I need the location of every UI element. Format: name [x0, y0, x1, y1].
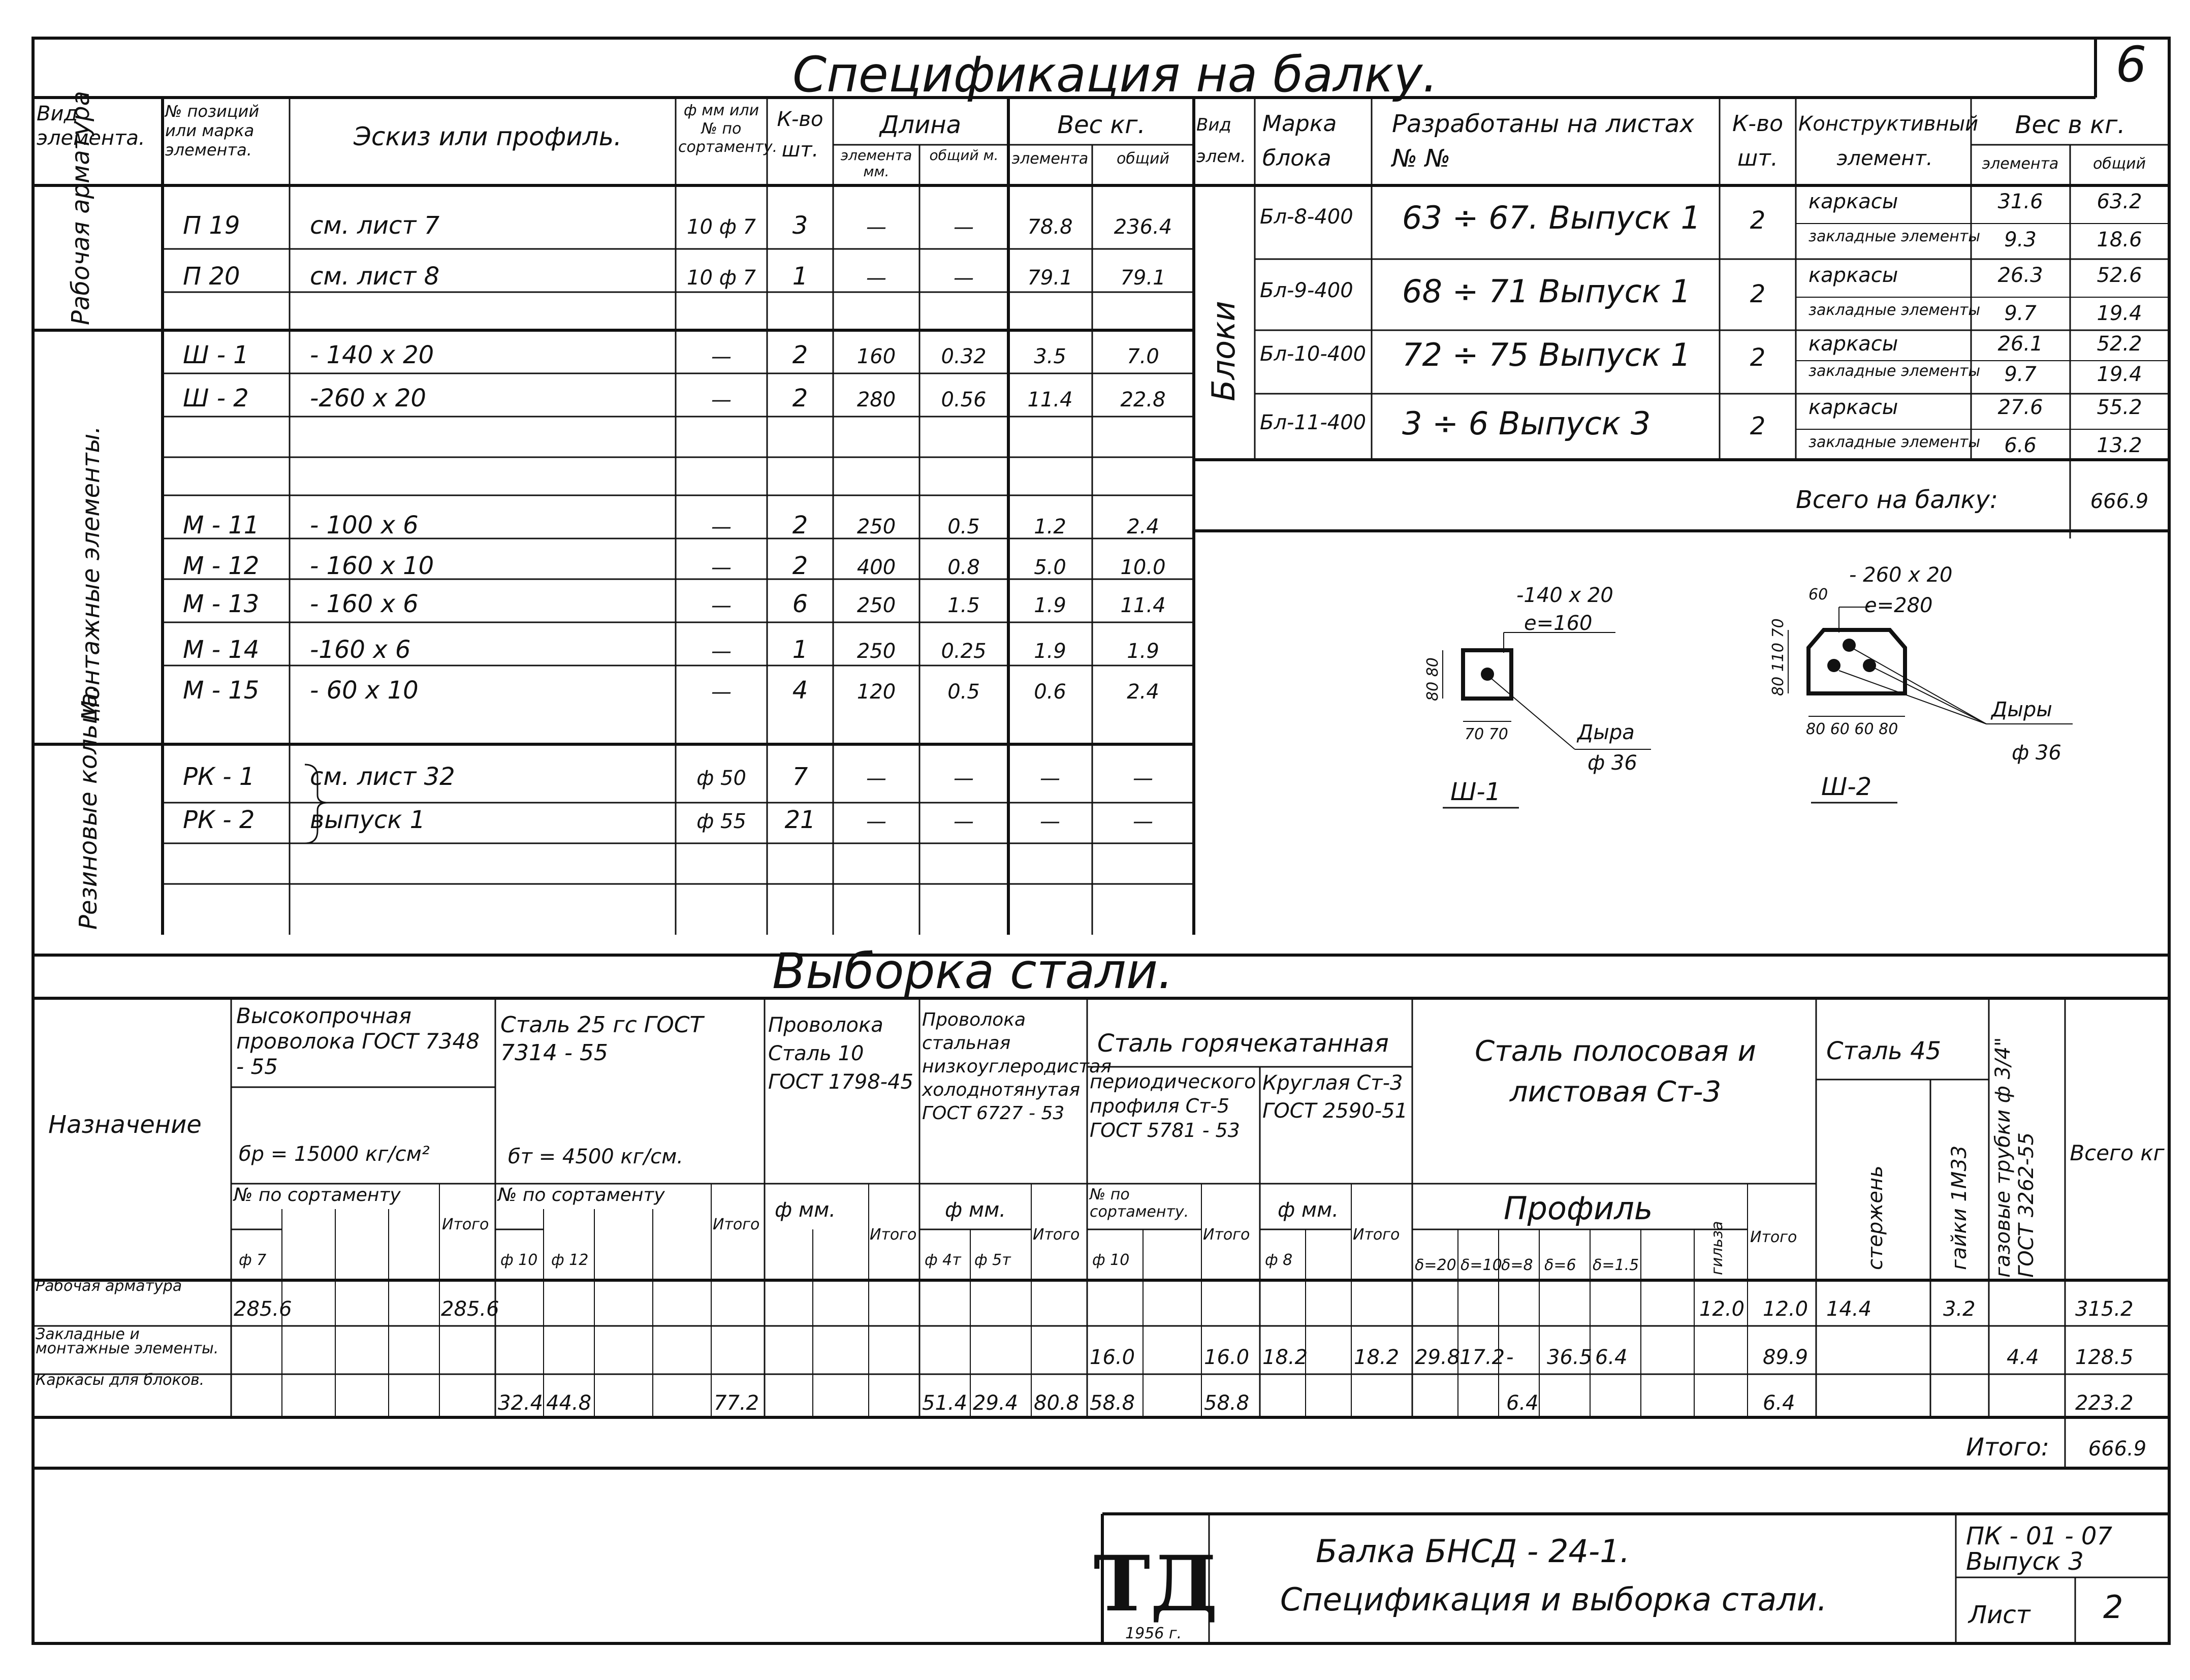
stamp-line1: Балка БНСД - 24-1.: [1316, 1533, 1630, 1570]
sh2-label: Ш-2: [1821, 773, 1872, 801]
spec-row-diam: —: [711, 556, 732, 579]
blocks-header-qty: К-во шт.: [1732, 111, 1783, 171]
steel-row-d8: -: [1506, 1346, 1514, 1369]
hot-round-d8: ф 8: [1265, 1251, 1293, 1269]
spec-row-diam: 10 ф 7: [687, 266, 756, 290]
spec-row-len-el: 280: [856, 388, 896, 411]
spec-row-qty: 1: [792, 262, 808, 291]
spec-row-pos: П 20: [183, 262, 240, 291]
steel-row-d10: 17.2: [1459, 1346, 1505, 1369]
spec-row-w-total: —: [1133, 767, 1153, 790]
block-row-sheets: 72 ÷ 75 Выпуск 1: [1402, 336, 1691, 373]
block-row-qty: 2: [1750, 206, 1766, 235]
steel-row-per10: 58.8: [1090, 1391, 1135, 1415]
spec-row-len-total: 0.5: [947, 515, 980, 538]
spec-row-qty: 7: [792, 763, 808, 791]
spec-row-w-total: —: [1133, 810, 1153, 833]
spec-header-vid: Вид элемента.: [37, 102, 145, 150]
spec-row-w-el: 1.2: [1034, 515, 1066, 538]
spec-row-diam: 10 ф 7: [687, 215, 756, 239]
spec-row-sketch: см. лист 7: [310, 211, 440, 240]
spec-row-sketch: выпуск 1: [310, 806, 426, 834]
spec-row-pos: Ш - 1: [183, 341, 249, 369]
blocks-header-w-total: общий: [2092, 155, 2146, 173]
spec-row-len-total: —: [954, 767, 974, 790]
spec-row-qty: 6: [792, 590, 808, 618]
strip-profile-header: Профиль: [1504, 1190, 1653, 1227]
strip-col-d10: δ=10: [1461, 1256, 1502, 1274]
strip-itogo: Итого: [1750, 1228, 1797, 1246]
steel-row-w5: 29.4: [973, 1391, 1019, 1415]
spec-row-pos: П 19: [183, 211, 240, 240]
blocks-header-weight: Вес в кг.: [2015, 111, 2125, 139]
spec-row-diam: —: [711, 594, 732, 617]
steel-purpose-header: Назначение: [48, 1111, 202, 1139]
steel-row-name: Закладные и монтажные элементы.: [36, 1325, 219, 1357]
spec-header-w-el: элемента: [1011, 150, 1089, 168]
spec-row-w-el: —: [1040, 810, 1060, 833]
s45-nut: гайки 1М33: [1948, 1145, 1971, 1270]
steel-row-d20: 29.8: [1415, 1346, 1461, 1369]
sh2-chamfer: 60: [1808, 586, 1828, 604]
strip-col-sleeve: гильза: [1708, 1221, 1726, 1275]
spec-row-w-el: 5.0: [1034, 556, 1066, 579]
spec-header-weight: Вес кг.: [1057, 111, 1146, 139]
spec-row-len-el: 250: [856, 515, 896, 538]
spec-row-sketch: - 100 х 6: [310, 511, 419, 540]
steel-row-per_tot: 58.8: [1204, 1391, 1250, 1415]
s25-d10: ф 10: [500, 1251, 538, 1269]
steel-headers: [48, 1003, 2167, 1278]
spec-header-len-total: общий м.: [929, 147, 999, 164]
spec-row-w-total: 11.4: [1120, 594, 1166, 617]
spec-row-w-el: 1.9: [1034, 594, 1066, 617]
spec-row-qty: 1: [792, 636, 808, 664]
block-row-el2: закладные элементы: [1808, 362, 1981, 380]
block-row-t1: 63.2: [2097, 190, 2142, 213]
wire10-itogo: Итого: [870, 1226, 917, 1244]
stamp-sheet-no: 2: [2103, 1589, 2123, 1626]
block-row-el1: каркасы: [1808, 190, 1898, 213]
steel-itogo-label: Итого:: [1966, 1433, 2049, 1462]
steel-row-strip_tot: 12.0: [1763, 1297, 1808, 1321]
spec-row-w-total: 1.9: [1127, 640, 1159, 663]
wire10-dmm: ф мм.: [775, 1198, 836, 1222]
sh1-hole: Дыра: [1577, 721, 1635, 744]
spec-row-pos: М - 12: [183, 552, 260, 580]
spec-row-qty: 2: [792, 341, 808, 369]
s25-stress: бт = 4500 кг/см.: [508, 1145, 683, 1168]
hs-wire-itogo: Итого: [442, 1216, 489, 1233]
steel-row-per10: 16.0: [1090, 1346, 1135, 1369]
stamp-sheet-label: Лист: [1969, 1601, 2030, 1629]
spec-row-len-el: —: [866, 266, 886, 290]
steel-row-s_tot: 77.2: [714, 1391, 759, 1415]
spec-row-w-el: 78.8: [1027, 215, 1073, 239]
block-row-t2: 19.4: [2097, 302, 2142, 325]
wire10-header: Проволока Сталь 10 ГОСТ 1798-45: [768, 1013, 913, 1094]
spec-row-sketch: - 140 х 20: [310, 341, 434, 369]
sketch-sh2: [1769, 563, 2073, 803]
stamp-code: ПК - 01 - 07: [1966, 1522, 2112, 1550]
steel-title: Выборка стали.: [772, 943, 1173, 1000]
steel-row-s10: 32.4: [498, 1391, 544, 1415]
sh1-dim: -140 х 20: [1516, 584, 1613, 607]
block-row-el2: закладные элементы: [1808, 301, 1981, 319]
spec-header-length: Длина: [879, 111, 962, 139]
block-row-el2: закладные элементы: [1808, 228, 1981, 245]
block-row-mark: Бл-8-400: [1260, 205, 1353, 229]
sh2-hole: Дыры: [1991, 698, 2052, 721]
blocks-header-mark: Марка блока: [1262, 111, 1337, 171]
steel-row-total: 315.2: [2075, 1297, 2134, 1321]
spec-row-len-total: —: [954, 215, 974, 239]
stamp-line2: Спецификация и выборка стали.: [1280, 1581, 1827, 1618]
block-row-t1: 52.6: [2097, 264, 2142, 287]
block-row-w1: 27.6: [1997, 396, 2043, 419]
strip-header: Сталь полосовая и листовая Ст-3: [1475, 1035, 1756, 1108]
steel-row-pipe: 4.4: [2007, 1346, 2039, 1369]
steel-row-name: Каркасы для блоков.: [36, 1371, 205, 1389]
block-row-w2: 6.6: [2004, 434, 2037, 457]
spec-row-diam: ф 55: [696, 810, 746, 833]
spec-row-w-total: 7.0: [1127, 345, 1159, 368]
steel-row-d6: 36.5: [1547, 1346, 1593, 1369]
spec-title: Спецификация на балку.: [792, 46, 1438, 103]
steel-row-nut: 3.2: [1943, 1297, 1976, 1321]
block-row-w2: 9.7: [2004, 363, 2037, 386]
spec-row-len-total: 0.56: [941, 388, 987, 411]
steel-row-hs_tot: 285.6: [441, 1297, 499, 1321]
spec-row-w-total: 236.4: [1114, 215, 1172, 239]
hot-round-itogo: Итого: [1353, 1226, 1400, 1244]
spec-row-pos: Ш - 2: [183, 384, 249, 413]
wire-low-d4t: ф 4т: [925, 1251, 961, 1269]
spec-row-sketch: -160 х 6: [310, 636, 411, 664]
stamp-issue: Выпуск 3: [1966, 1547, 2084, 1576]
blocks-header-vid: Вид элем.: [1196, 115, 1246, 167]
sh1-hole-d: ф 36: [1588, 751, 1637, 775]
spec-row-diam: —: [711, 388, 732, 411]
block-row-w2: 9.7: [2004, 302, 2037, 325]
steel-rows: [36, 1279, 2134, 1419]
spec-row-len-el: 120: [856, 680, 896, 704]
spec-headers: [37, 102, 1169, 185]
strip-col-d8: δ=8: [1501, 1256, 1533, 1274]
wire-low-header: Проволока стальная низкоуглеродистая холоднотянутая ГОСТ 6727 - 53: [922, 1009, 1112, 1124]
spec-header-sketch: Эскиз или профиль.: [353, 122, 622, 151]
spec-row-len-el: 400: [856, 556, 896, 579]
block-row-qty: 2: [1750, 280, 1766, 308]
spec-row-pos: М - 14: [183, 636, 260, 664]
spec-row-sketch: - 60 х 10: [310, 676, 419, 705]
block-row-w1: 31.6: [1997, 190, 2043, 213]
hs-wire-stress: бр = 15000 кг/см²: [239, 1143, 430, 1166]
steel-row-name: Рабочая арматура: [36, 1277, 182, 1295]
block-row-el1: каркасы: [1808, 396, 1898, 419]
blocks-group-label: Блоки: [1205, 301, 1242, 401]
s25-header: Сталь 25 гс ГОСТ 7314 - 55: [500, 1012, 704, 1066]
s25-d12: ф 12: [551, 1251, 589, 1269]
spec-header-len-el: элемента мм.: [840, 147, 912, 180]
pipes-header: газовые трубки ф 3/4" ГОСТ 3262-55: [1991, 1037, 2038, 1278]
group-label-mounting: Монтажные элементы.: [77, 426, 105, 721]
blocks-total-value: 666.9: [2090, 490, 2149, 513]
hot-periodic-d10: ф 10: [1092, 1251, 1130, 1269]
block-row-sheets: 68 ÷ 71 Выпуск 1: [1402, 273, 1691, 310]
stamp-logo: ТД: [1093, 1539, 1218, 1629]
spec-row-diam: —: [711, 515, 732, 538]
spec-row-w-el: 11.4: [1027, 388, 1073, 411]
spec-row-sketch: см. лист 32: [310, 763, 455, 791]
blocks-headers: [1196, 107, 2146, 185]
spec-row-qty: 21: [784, 806, 816, 834]
spec-row-pos: РК - 2: [183, 806, 255, 834]
spec-row-len-el: —: [866, 767, 886, 790]
block-row-mark: Бл-9-400: [1260, 279, 1353, 302]
spec-row-pos: РК - 1: [183, 763, 255, 791]
steel-row-rod: 14.4: [1826, 1297, 1872, 1321]
steel-total-header: Всего кг: [2070, 1140, 2165, 1165]
steel-row-hs7: 285.6: [234, 1297, 292, 1321]
group-label-rubber: Резиновые кольца.: [74, 685, 103, 930]
stamp-year: 1956 г.: [1125, 1625, 1182, 1642]
steel-row-s12: 44.8: [546, 1391, 592, 1415]
s25-sortament: № по сортаменту: [498, 1185, 665, 1206]
block-row-mark: Бл-10-400: [1260, 342, 1367, 366]
hot-round-header: Круглая Ст-3 ГОСТ 2590-51: [1262, 1071, 1408, 1123]
spec-row-diam: —: [711, 345, 732, 368]
blocks-header-w-el: элемента: [1982, 155, 2059, 173]
block-row-el1: каркасы: [1808, 332, 1898, 356]
sh1-bottom-dims: 70 70: [1465, 725, 1508, 743]
hs-wire-d7: ф 7: [239, 1251, 267, 1269]
steel-row-gil: 12.0: [1699, 1297, 1745, 1321]
spec-row-qty: 2: [792, 384, 808, 413]
steel-row-strip_tot: 89.9: [1763, 1346, 1808, 1369]
spec-header-w-total: общий: [1116, 150, 1170, 168]
spec-row-diam: —: [711, 640, 732, 663]
sh2-bottom-dims: 80 60 60 80: [1806, 720, 1898, 738]
blocks-header-developed: Разработаны на листах № №: [1392, 110, 1694, 173]
spec-row-len-total: —: [954, 266, 974, 290]
spec-row-len-el: —: [866, 215, 886, 239]
block-row-w1: 26.1: [1997, 332, 2043, 356]
steel-row-d15: 6.4: [1595, 1346, 1628, 1369]
spec-row-len-total: 0.5: [947, 680, 980, 704]
sh1-e: е=160: [1524, 612, 1593, 635]
wire-low-d5t: ф 5т: [974, 1251, 1011, 1269]
sheet-corner-number: 6: [2115, 36, 2147, 93]
block-row-t2: 13.2: [2097, 434, 2142, 457]
block-row-t1: 55.2: [2097, 396, 2142, 419]
block-row-qty: 2: [1750, 343, 1766, 372]
steel-row-d8: 6.4: [1506, 1391, 1539, 1415]
block-row-qty: 2: [1750, 412, 1766, 440]
steel-itogo-value: 666.9: [2088, 1437, 2147, 1461]
hot-periodic-sortament: № по сортаменту.: [1090, 1186, 1189, 1221]
block-row-t2: 18.6: [2097, 228, 2142, 251]
spec-row-w-total: 10.0: [1120, 556, 1166, 579]
hs-wire-sortament: № по сортаменту: [234, 1185, 401, 1206]
wire-low-dmm: ф мм.: [945, 1198, 1006, 1222]
sketch-sh1: [1424, 584, 1651, 808]
spec-row-sketch: -260 х 20: [310, 384, 426, 413]
s45-header: Сталь 45: [1826, 1037, 1942, 1065]
spec-row-qty: 2: [792, 552, 808, 580]
spec-row-w-el: 0.6: [1034, 680, 1066, 704]
block-row-sheets: 3 ÷ 6 Выпуск 3: [1402, 405, 1651, 442]
spec-row-diam: ф 50: [696, 767, 746, 790]
steel-row-total: 128.5: [2075, 1346, 2134, 1369]
steel-row-r_tot: 18.2: [1354, 1346, 1400, 1369]
wire-low-itogo: Итого: [1033, 1226, 1080, 1244]
block-row-w2: 9.3: [2004, 228, 2037, 251]
steel-row-per_tot: 16.0: [1204, 1346, 1250, 1369]
spec-row-len-total: 0.25: [941, 640, 987, 663]
spec-row-pos: М - 13: [183, 590, 260, 618]
steel-row-total: 223.2: [2075, 1391, 2134, 1415]
hot-round-dmm: ф мм.: [1278, 1198, 1339, 1222]
strip-col-d15: δ=1.5: [1593, 1256, 1639, 1274]
spec-row-len-total: —: [954, 810, 974, 833]
spec-row-w-total: 22.8: [1120, 388, 1166, 411]
spec-row-len-el: —: [866, 810, 886, 833]
steel-row-r8: 18.2: [1262, 1346, 1308, 1369]
spec-row-len-el: 250: [856, 640, 896, 663]
spec-row-w-total: 2.4: [1127, 680, 1159, 704]
spec-row-sketch: см. лист 8: [310, 262, 440, 291]
spec-row-len-total: 1.5: [947, 594, 980, 617]
steel-row-w_tot: 80.8: [1034, 1391, 1080, 1415]
spec-row-pos: М - 15: [183, 676, 260, 705]
blocks-header-elem: Конструктивный элемент.: [1798, 112, 1979, 170]
sh2-dim: - 260 х 20: [1849, 563, 1953, 587]
steel-row-w4: 51.4: [922, 1391, 968, 1415]
sh1-label: Ш-1: [1450, 778, 1501, 806]
spec-row-qty: 3: [792, 211, 808, 240]
block-row-t2: 19.4: [2097, 363, 2142, 386]
spec-header-pos: № позиций или марка элемента.: [165, 102, 260, 160]
sh2-hole-d: ф 36: [2012, 741, 2061, 765]
s25-itogo: Итого: [713, 1216, 760, 1233]
hot-periodic-itogo: Итого: [1203, 1226, 1250, 1244]
strip-col-d6: δ=6: [1544, 1256, 1576, 1274]
spec-row-sketch: - 160 х 6: [310, 590, 419, 618]
steel-row-strip_tot: 6.4: [1763, 1391, 1795, 1415]
spec-row-len-el: 160: [856, 345, 896, 368]
spec-row-sketch: - 160 х 10: [310, 552, 434, 580]
spec-row-qty: 2: [792, 511, 808, 540]
spec-row-w-total: 79.1: [1120, 266, 1166, 290]
spec-row-len-total: 0.8: [947, 556, 980, 579]
hot-rolled-header: Сталь горячекатанная: [1097, 1029, 1389, 1058]
group-label-working: Рабочая арматура: [67, 91, 95, 325]
spec-row-w-el: —: [1040, 767, 1060, 790]
spec-row-diam: —: [711, 680, 732, 704]
spec-header-qty: К-во шт.: [777, 108, 823, 162]
spec-row-w-el: 3.5: [1034, 345, 1066, 368]
spec-row-w-el: 1.9: [1034, 640, 1066, 663]
spec-header-diam: ф мм или № по сортаменту.: [678, 102, 778, 156]
blocks-total-label: Всего на балку:: [1796, 486, 1998, 514]
block-row-mark: Бл-11-400: [1260, 411, 1367, 434]
block-row-t1: 52.2: [2097, 332, 2142, 356]
spec-row-len-el: 250: [856, 594, 896, 617]
sh2-e: е=280: [1864, 594, 1933, 617]
sh2-side-dims: 80 110 70: [1769, 618, 1787, 696]
sh1-side-dims: 80 80: [1424, 657, 1442, 701]
blocks-rows: [1260, 190, 2142, 457]
spec-row-pos: М - 11: [183, 511, 260, 540]
strip-col-d20: δ=20: [1415, 1256, 1456, 1274]
spec-row-len-total: 0.32: [941, 345, 987, 368]
spec-row-qty: 4: [792, 676, 808, 705]
hot-periodic-header: периодического профиля Ст-5 ГОСТ 5781 - 53: [1090, 1070, 1256, 1142]
block-row-w1: 26.3: [1997, 264, 2043, 287]
s45-rod: стержень: [1864, 1165, 1887, 1270]
hs-wire-header: Высокопрочная проволока ГОСТ 7348 - 55: [236, 1003, 480, 1079]
block-row-sheets: 63 ÷ 67. Выпуск 1: [1402, 199, 1701, 236]
block-row-el2: закладные элементы: [1808, 433, 1981, 451]
title-stamp: [1094, 1514, 2170, 1643]
spec-row-w-el: 79.1: [1027, 266, 1073, 290]
block-row-el1: каркасы: [1808, 264, 1898, 287]
spec-row-w-total: 2.4: [1127, 515, 1159, 538]
spec-rows: [183, 211, 1172, 843]
